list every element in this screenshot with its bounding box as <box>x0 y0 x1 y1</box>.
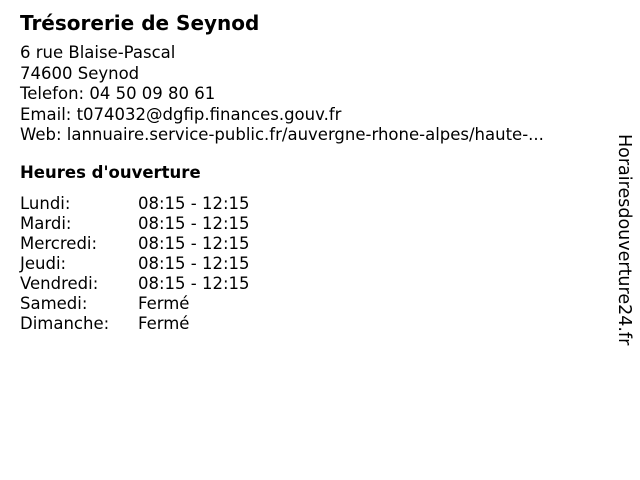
hours-row-wednesday <box>20 234 250 254</box>
time-value: Fermé <box>138 314 190 333</box>
watermark <box>611 134 637 374</box>
street-address: 6 rue Blaise-Pascal <box>20 43 176 62</box>
watermark-text: Horairesdouverture24.fr <box>614 134 634 346</box>
day-label: Mercredi: <box>20 234 98 253</box>
city-address: 74600 Seynod <box>20 63 140 83</box>
page-title: Trésorerie de Seynod <box>20 11 260 35</box>
day-label: Samedi: <box>20 294 88 313</box>
hours-row-saturday <box>20 294 250 314</box>
day-label: Lundi: <box>20 194 71 213</box>
opening-hours-table <box>20 194 250 334</box>
hours-row-tuesday <box>20 214 250 234</box>
day-label: Mardi: <box>20 214 72 233</box>
time-value: Fermé <box>138 294 190 313</box>
email-address: Email: t074032@dgfip.finances.gouv.fr <box>20 104 342 124</box>
time-value: 08:15 - 12:15 <box>138 254 250 273</box>
time-value: 08:15 - 12:15 <box>138 234 250 253</box>
day-label: Vendredi: <box>20 274 99 293</box>
day-label: Jeudi: <box>20 254 67 273</box>
website-url: Web: lannuaire.service-public.fr/auvergne-rhone-alpes/haute-... <box>20 125 544 144</box>
hours-row-thursday <box>20 254 250 274</box>
time-value: 08:15 - 12:15 <box>138 214 250 233</box>
hours-row-friday <box>20 274 250 294</box>
hours-row-monday <box>20 194 250 214</box>
day-label: Dimanche: <box>20 314 110 333</box>
time-value: 08:15 - 12:15 <box>138 274 250 293</box>
phone-number: Telefon: 04 50 09 80 61 <box>20 84 216 103</box>
opening-hours-heading: Heures d'ouverture <box>20 163 201 182</box>
address-block <box>20 43 544 146</box>
hours-row-sunday <box>20 314 250 334</box>
time-value: 08:15 - 12:15 <box>138 194 250 213</box>
